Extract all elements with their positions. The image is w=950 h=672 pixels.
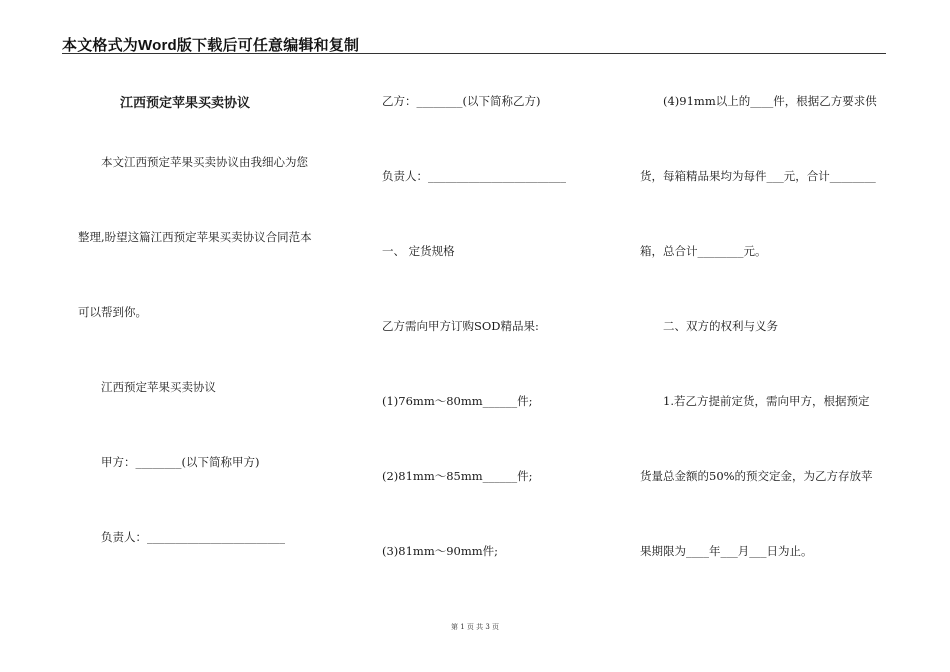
col2-line-5: (1)76mm～80mm______件;	[382, 394, 533, 408]
col3-line-4: 二、双方的权利与义务	[663, 319, 778, 333]
col3-line-2: 货，每箱精品果均为每件___元，合计________	[640, 169, 876, 183]
page-number: 第 1 页 共 3 页	[450, 623, 500, 631]
col2-line-4: 乙方需向甲方订购SOD精品果:	[382, 319, 539, 333]
col2-line-2: 负责人：________________________	[382, 169, 566, 183]
col1-line-1: 本文江西预定苹果买卖协议由我细心为您	[101, 155, 308, 169]
col1-line-3: 可以帮到你。	[78, 305, 147, 319]
col1-line-4: 江西预定苹果买卖协议	[101, 380, 216, 394]
col3-line-5: 1.若乙方提前定货，需向甲方，根据预定	[663, 394, 870, 408]
document-title: 江西预定苹果买卖协议	[120, 96, 251, 111]
col1-line-2: 整理,盼望这篇江西预定苹果买卖协议合同范本	[78, 230, 312, 244]
col3-line-6: 货量总金额的50%的预交定金，为乙方存放苹	[640, 469, 873, 483]
header-divider	[62, 53, 886, 54]
col2-line-7: (3)81mm～90mm件;	[382, 544, 499, 558]
col2-line-6: (2)81mm～85mm______件;	[382, 469, 533, 483]
col1-line-5: 甲方：________(以下简称甲方)	[101, 455, 260, 469]
col3-line-1: (4)91mm以上的____件，根据乙方要求供	[663, 94, 877, 108]
col3-line-3: 箱，总合计________元。	[640, 244, 767, 258]
col2-line-3: 一、 定货规格	[382, 244, 455, 258]
col2-line-1: 乙方：________(以下简称乙方)	[382, 94, 541, 108]
document-header: 本文格式为Word版下载后可任意编辑和复制	[62, 37, 360, 54]
col3-line-7: 果期限为____年___月___日为止。	[640, 544, 813, 558]
col1-line-6: 负责人：________________________	[101, 530, 285, 544]
